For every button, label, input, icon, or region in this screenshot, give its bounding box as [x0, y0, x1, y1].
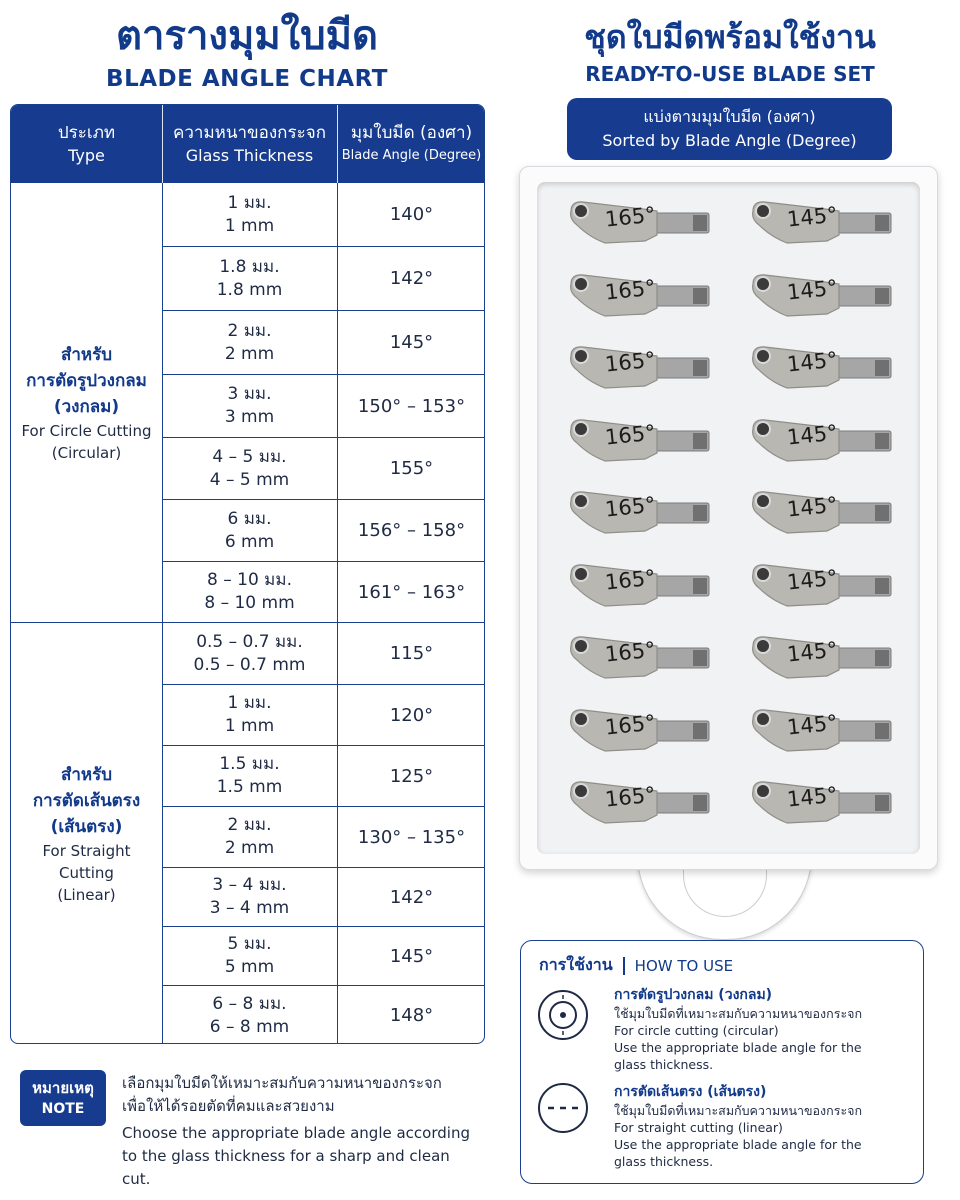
set-title	[530, 14, 930, 88]
straight-cut-icon	[538, 1083, 588, 1133]
thickness-cell	[162, 183, 337, 246]
blade-left	[565, 777, 710, 827]
blade-right	[747, 270, 892, 320]
type-label-en: Cutting	[59, 864, 114, 882]
thickness-en: 3 mm	[224, 407, 275, 427]
blade-angle-label: 165°	[603, 492, 657, 522]
table-row	[162, 746, 485, 806]
note-line-en: Choose the appropriate blade angle according	[122, 1124, 470, 1142]
thickness-th: 3 มม.	[227, 384, 272, 404]
thickness-cell	[162, 986, 337, 1044]
type-label-en: For Circle Cutting	[21, 421, 152, 440]
blade-angle-label: 145°	[785, 347, 839, 377]
blade-right	[747, 632, 892, 682]
thickness-cell	[162, 868, 337, 926]
how-to-use-item-circle	[614, 986, 914, 1073]
header-type	[11, 105, 162, 183]
table-row	[162, 685, 485, 745]
thickness-cell	[162, 500, 337, 561]
blade-angle-label: 145°	[785, 564, 839, 595]
header-angle-en: Blade Angle (Degree)	[341, 148, 482, 163]
thickness-cell	[162, 807, 337, 867]
how-to-use-title	[539, 953, 733, 978]
type-label-th: (เส้นตรง)	[50, 817, 123, 837]
table-row	[162, 623, 485, 684]
header-type-en: Type	[68, 146, 105, 165]
sorted-by-angle-banner	[567, 98, 892, 160]
header-thickness	[162, 105, 337, 183]
thickness-cell	[162, 438, 337, 499]
thickness-cell	[162, 623, 337, 684]
thickness-th: 1 มม.	[227, 192, 272, 213]
note-badge-en: NOTE	[41, 1101, 85, 1117]
thickness-th: 8 – 10 มม.	[207, 570, 292, 590]
item-text-en-head: For straight cutting (linear)	[614, 1120, 783, 1135]
header-angle-th: มุมใบมีด (องศา)	[350, 123, 473, 143]
angle-cell: 150° – 153°	[357, 395, 466, 417]
item-text-th: ใช้มุมใบมีดที่เหมาะสมกับความหนาของกระจก	[614, 1103, 863, 1118]
table-row	[162, 375, 485, 437]
blade-angle-label: 145°	[785, 274, 839, 305]
thickness-th: 2 มม.	[227, 815, 272, 835]
thickness-en: 0.5 – 0.7 mm	[193, 654, 306, 675]
header-angle	[337, 105, 485, 183]
thickness-th: 1.8 มม.	[219, 256, 280, 277]
type-label-en: (Linear)	[57, 886, 116, 904]
circle-cut-icon	[538, 990, 588, 1040]
type-label-th: (วงกลม)	[53, 396, 120, 417]
angle-cell: 161° – 163°	[357, 581, 466, 603]
angle-cell: 145°	[389, 332, 434, 353]
thickness-th: 6 – 8 มม.	[212, 993, 287, 1014]
type-label-en: For Straight	[42, 842, 131, 860]
how-to-use-item-straight	[614, 1083, 914, 1170]
blade-angle-label: 145°	[785, 782, 839, 812]
set-title-en: READY-TO-USE BLADE SET	[585, 62, 875, 86]
item-heading: การตัดเส้นตรง (เส้นตรง)	[614, 1084, 767, 1100]
chart-title	[12, 8, 482, 94]
note-text	[122, 1072, 482, 1191]
type-circle-cutting	[11, 183, 162, 622]
chart-title-en: BLADE ANGLE CHART	[106, 66, 388, 92]
thickness-en: 1.5 mm	[216, 777, 283, 797]
thickness-cell	[162, 685, 337, 745]
how-to-use-panel	[520, 940, 924, 1184]
blade-right	[747, 197, 892, 247]
thickness-cell	[162, 311, 337, 374]
blade-angle-label: 165°	[603, 564, 657, 595]
table-row	[162, 500, 485, 561]
blade-left	[565, 705, 710, 755]
thickness-en: 6 mm	[224, 531, 275, 552]
item-text-th: ใช้มุมใบมีดที่เหมาะสมกับความหนาของกระจก	[614, 1006, 863, 1021]
thickness-th: 3 – 4 มม.	[212, 875, 287, 895]
blade-right	[747, 342, 892, 392]
blade-right	[747, 415, 892, 465]
blade-left	[565, 415, 710, 465]
angle-cell: 142°	[389, 268, 434, 289]
set-title-th: ชุดใบมีดพร้อมใช้งาน	[584, 18, 876, 56]
thickness-en: 1.8 mm	[216, 279, 283, 300]
table-row	[162, 868, 485, 926]
item-text-en-head: For circle cutting (circular)	[614, 1023, 779, 1038]
note-badge-th: หมายเหตุ	[32, 1079, 94, 1097]
chart-title-th: ตารางมุมใบมีด	[116, 13, 378, 59]
table-row	[162, 562, 485, 622]
title-divider	[623, 957, 625, 975]
blade-left	[565, 342, 710, 392]
type-label-en: (Circular)	[51, 443, 122, 462]
type-label-th: สำหรับ	[60, 765, 113, 785]
thickness-th: 2 มม.	[227, 320, 272, 341]
angle-cell: 125°	[389, 765, 434, 787]
blade-angle-label: 165°	[603, 347, 657, 377]
how-to-use-title-th: การใช้งาน	[539, 955, 613, 974]
item-text-en: Use the appropriate blade angle for the	[614, 1040, 862, 1055]
blade-angle-label: 145°	[785, 637, 839, 667]
blade-angle-table	[10, 104, 485, 1044]
blade-angle-label: 145°	[785, 709, 839, 740]
blade-left	[565, 197, 710, 247]
thickness-th: 1.5 มม.	[219, 754, 280, 774]
blade-left	[565, 632, 710, 682]
note-line-th: เลือกมุมใบมีดให้เหมาะสมกับความหนาของกระจก	[122, 1074, 442, 1092]
thickness-en: 2 mm	[224, 343, 275, 364]
thickness-en: 1 mm	[224, 716, 275, 736]
thickness-en: 6 – 8 mm	[209, 1016, 290, 1037]
sorted-en: Sorted by Blade Angle (Degree)	[602, 131, 857, 150]
item-text-en: glass thickness.	[614, 1057, 714, 1072]
item-heading: การตัดรูปวงกลม (วงกลม)	[614, 987, 773, 1003]
blade-angle-label: 165°	[603, 709, 657, 740]
type-straight-cutting	[11, 623, 162, 1044]
angle-cell: 155°	[389, 458, 434, 479]
blade-right	[747, 560, 892, 610]
table-row	[162, 986, 485, 1044]
blade-angle-label: 145°	[785, 202, 839, 232]
sorted-th: แบ่งตามมุมใบมีด (องศา)	[643, 107, 816, 126]
thickness-cell	[162, 375, 337, 437]
blade-angle-label: 145°	[785, 419, 839, 450]
thickness-cell	[162, 927, 337, 985]
thickness-cell	[162, 746, 337, 806]
type-label-th: การตัดเส้นตรง	[32, 791, 141, 811]
angle-cell: 140°	[389, 204, 434, 225]
blade-angle-label: 145°	[785, 492, 839, 522]
note-badge	[20, 1070, 106, 1126]
table-row	[162, 438, 485, 499]
thickness-en: 3 – 4 mm	[209, 898, 290, 918]
angle-cell: 142°	[389, 886, 434, 908]
type-label-th: การตัดรูปวงกลม	[26, 370, 147, 391]
blade-left	[565, 487, 710, 537]
blade-angle-label: 165°	[603, 274, 657, 305]
angle-cell: 148°	[389, 1005, 434, 1026]
thickness-th: 0.5 – 0.7 มม.	[196, 631, 303, 652]
note-line-th: เพื่อให้ได้รอยตัดที่คมและสวยงาม	[122, 1097, 335, 1115]
angle-cell: 120°	[389, 704, 434, 726]
blade-angle-label: 165°	[603, 419, 657, 450]
type-label-th: สำหรับ	[60, 344, 113, 365]
table-row	[162, 927, 485, 985]
how-to-use-title-en: HOW TO USE	[634, 956, 734, 975]
item-text-en: Use the appropriate blade angle for the	[614, 1137, 862, 1152]
blade-right	[747, 705, 892, 755]
table-row	[162, 807, 485, 867]
blade-angle-label: 165°	[603, 637, 657, 667]
header-thickness-th: ความหนาของกระจก	[173, 123, 326, 143]
angle-cell: 156° – 158°	[357, 520, 466, 541]
note-line-en: to the glass thickness for a sharp and clean cut.	[122, 1147, 450, 1188]
thickness-en: 8 – 10 mm	[204, 593, 295, 613]
angle-cell: 145°	[389, 945, 434, 967]
item-text-en: glass thickness.	[614, 1154, 714, 1169]
thickness-en: 5 mm	[224, 957, 275, 977]
thickness-en: 4 – 5 mm	[209, 469, 290, 490]
thickness-cell	[162, 247, 337, 310]
table-row	[162, 183, 485, 246]
angle-cell: 115°	[389, 643, 434, 664]
header-thickness-en: Glass Thickness	[185, 146, 314, 165]
angle-cell: 130° – 135°	[357, 826, 466, 848]
blade-left	[565, 270, 710, 320]
blade-left	[565, 560, 710, 610]
blade-right	[747, 777, 892, 827]
blade-right	[747, 487, 892, 537]
thickness-th: 1 มม.	[227, 693, 272, 713]
table-header	[11, 105, 485, 183]
thickness-th: 6 มม.	[227, 508, 272, 529]
thickness-en: 1 mm	[224, 215, 275, 236]
table-row	[162, 311, 485, 374]
blade-angle-label: 165°	[603, 202, 657, 232]
thickness-th: 4 – 5 มม.	[212, 446, 287, 467]
thickness-en: 2 mm	[224, 838, 275, 858]
table-row	[162, 247, 485, 310]
thickness-th: 5 มม.	[227, 934, 272, 954]
thickness-cell	[162, 562, 337, 622]
header-type-th: ประเภท	[57, 123, 116, 143]
blade-angle-label: 165°	[603, 782, 657, 812]
